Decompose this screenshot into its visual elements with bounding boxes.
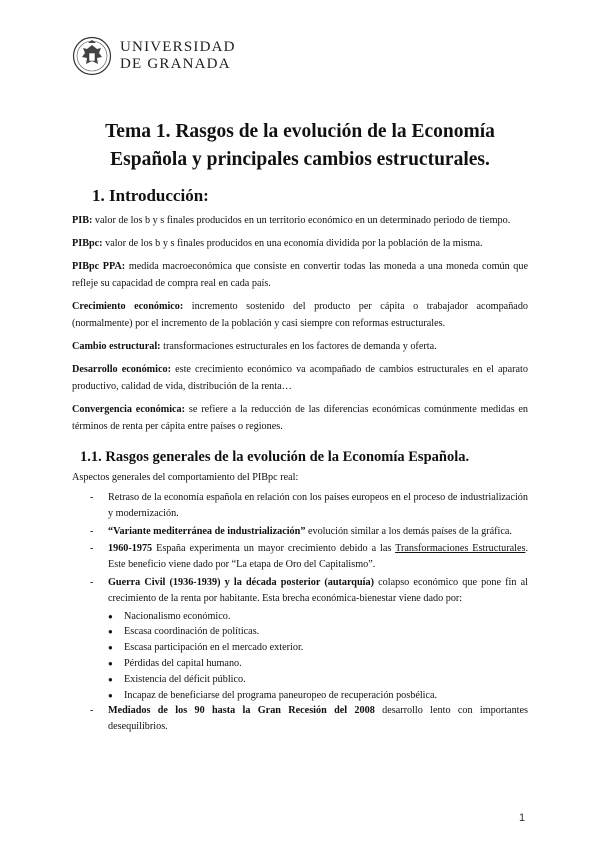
section-intro: Aspectos generales del comportamiento del PIBpc real: bbox=[72, 472, 299, 483]
sub-list-item: ● Incapaz de beneficiarse del programa paneuropeo de recuperación posbélica. bbox=[108, 689, 438, 701]
definition-convergencia: Convergencia económica: se refiere a la reducción de las diferencias económicas comúnmente medidas en términos de renta per cápita entre países o regiones. bbox=[72, 404, 528, 432]
list-item: - Mediados de los 90 hasta la Gran Recesión del 2008 desarrollo lento con importantes desequilibrios. bbox=[90, 705, 528, 733]
aspects-list bbox=[72, 490, 528, 737]
sub-list-item: ● Nacionalismo económico. bbox=[108, 610, 231, 622]
university-logo bbox=[72, 36, 236, 76]
page-title bbox=[60, 118, 540, 174]
sub-list-item: ● Escasa participación en el mercado exterior. bbox=[108, 642, 304, 654]
list-item: - “Variante mediterránea de industrialización” evolución similar a los demás países de la gráfica. bbox=[90, 525, 512, 537]
title-line-1: Tema 1. Rasgos de la evolución de la Economía bbox=[105, 121, 495, 142]
title-line-2: Española y principales cambios estructurales. bbox=[110, 149, 490, 170]
definitions-list bbox=[72, 212, 528, 441]
definition-desarrollo: Desarrollo económico: este crecimiento económico va acompañado de cambios estructurales en el aparato productivo, calidad de vida, distribución de la renta… bbox=[72, 364, 528, 392]
sub-bullet-list bbox=[72, 609, 528, 704]
crest-icon bbox=[72, 36, 112, 76]
logo-line-2: DE GRANADA bbox=[120, 56, 231, 72]
definition-pib: PIB: valor de los b y s finales producidos en un territorio económico en un determinado periodo de tiempo. bbox=[72, 215, 511, 226]
logo-line-1: UNIVERSIDAD bbox=[120, 39, 236, 55]
section-heading-rasgos: 1.1. Rasgos generales de la evolución de la Economía Española. bbox=[80, 449, 470, 465]
section-heading-introduccion: 1. Introducción: bbox=[92, 186, 209, 205]
page-number: 1 bbox=[519, 812, 526, 824]
definition-crecimiento: Crecimiento económico: incremento sostenido del producto per cápita o trabajador acompañado (normalmente) por el incremento de la población y casi siempre con reformas estructurales. bbox=[72, 301, 529, 329]
definition-cambio-estructural: Cambio estructural: transformaciones estructurales en los factores de demanda y oferta. bbox=[72, 341, 437, 352]
sub-list-item: ● Pérdidas del capital humano. bbox=[108, 657, 242, 669]
definition-pibpc: PIBpc: valor de los b y s finales producidos en una economía dividida por la población de la misma. bbox=[72, 238, 483, 249]
list-item: - Retraso de la economía española en relación con los países europeos en el proceso de industrialización y modernización. bbox=[90, 492, 528, 519]
sub-list-item: ● Existencia del déficit público. bbox=[108, 673, 246, 685]
list-item: - 1960-1975 España experimenta un mayor crecimiento debido a las Transformaciones Estructurales. Este beneficio viene dado por “La etapa de Oro del Capitalismo”. bbox=[90, 543, 528, 571]
list-item: - Guerra Civil (1936-1939) y la década posterior (autarquía) colapso económico que pone fin al crecimiento de la renta por habitante. Esta brecha económica-bienestar viene dado por: bbox=[90, 576, 529, 604]
definition-pibpc-ppa: PIBpc PPA: medida macroeconómica que consiste en convertir todas las moneda a una moneda común que refleje su capacidad de compra real en cada país. bbox=[72, 261, 529, 289]
sub-list-item: ● Escasa coordinación de políticas. bbox=[108, 626, 260, 638]
underlined-term: Transformaciones Estructurales bbox=[395, 543, 526, 555]
